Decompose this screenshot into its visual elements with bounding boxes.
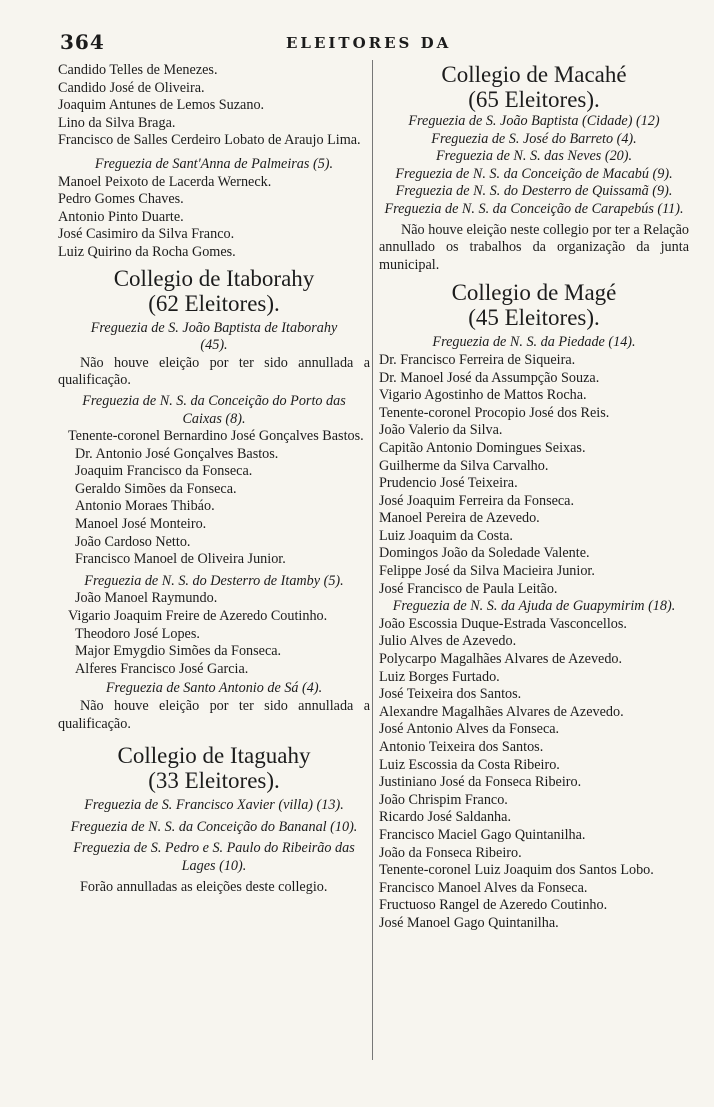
college-count: (33 Eleitores). <box>148 768 280 794</box>
name-line: Alexandre Magalhães Alvares de Azevedo. <box>379 703 624 720</box>
parish-heading: Freguezia de N. S. do Desterro de Itamby (5). <box>84 572 344 589</box>
name-line: Julio Alves de Azevedo. <box>379 633 517 650</box>
name-line: Pedro Gomes Chaves. <box>58 191 184 208</box>
name-line: Candido Telles de Menezes. <box>58 62 218 78</box>
name-line: Joaquim Francisco da Fonseca. <box>75 463 253 480</box>
name-line: Guilherme da Silva Carvalho. <box>379 457 549 474</box>
college-title: Collegio de Macahé <box>441 62 627 87</box>
parish-heading: Freguezia de Santo Antonio de Sá (4). <box>105 680 323 697</box>
parish-heading: Freguezia de N. S. da Conceição do Bananal (10). <box>70 818 358 835</box>
note-paragraph: Não houve eleição neste collegio por ter a Relação annullado os trabalhos da organização da junta municipal. <box>379 221 689 273</box>
name-line: José Teixeira dos Santos. <box>379 686 522 703</box>
name-line: Antonio Teixeira dos Santos. <box>379 739 544 755</box>
college-title: Collegio de Itaguahy <box>117 743 311 769</box>
page-number: 364 <box>60 30 105 54</box>
note-paragraph: Forão annulladas as eleições deste collegio. <box>80 878 328 895</box>
note-paragraph: Não houve eleição por ter sido annullada a qualificação. <box>58 698 370 732</box>
name-line: Francisco Manoel de Oliveira Junior. <box>75 551 286 568</box>
name-line: Polycarpo Magalhães Alvares de Azevedo. <box>379 651 623 668</box>
name-line: Luiz Joaquim da Costa. <box>379 527 513 544</box>
name-line: Manoel Peixoto de Lacerda Werneck. <box>58 173 272 190</box>
running-head: ELEITORES DA <box>286 34 452 52</box>
name-line: José Antonio Alves da Fonseca. <box>379 721 560 738</box>
parish-heading: Freguezia de N. S. das Neves (20). <box>435 148 633 165</box>
name-line: Prudencio José Teixeira. <box>379 475 518 492</box>
parish-heading: Freguezia de S. João Baptista de Itaborahy (45). <box>90 319 338 354</box>
college-title: Collegio de Magé <box>451 280 617 306</box>
name-line: Dr. Francisco Ferreira de Siqueira. <box>379 351 576 368</box>
name-line: Ricardo José Saldanha. <box>379 809 511 826</box>
name-line: José Francisco de Paula Leitão. <box>379 580 558 597</box>
name-line: João Cardoso Netto. <box>75 533 191 550</box>
left-column <box>58 62 370 896</box>
name-line: João Valerio da Silva. <box>379 422 503 439</box>
parish-heading: Freguezia de N. S. da Conceição de Macabú (9). <box>395 165 673 182</box>
name-line: Theodoro José Lopes. <box>75 625 200 642</box>
name-line: Vigario Agostinho de Mattos Rocha. <box>379 387 587 404</box>
parish-heading: Freguezia de S. José do Barreto (4). <box>431 130 637 147</box>
name-line: Manoel Pereira de Azevedo. <box>379 510 540 527</box>
name-line: João da Fonseca Ribeiro. <box>379 844 522 861</box>
name-line: Luiz Escossia da Costa Ribeiro. <box>379 756 560 773</box>
parish-heading: Freguezia de S. João Baptista (Cidade) (12) <box>408 113 660 129</box>
name-line: José Joaquim Ferreira da Fonseca. <box>379 492 575 509</box>
college-count: (65 Eleitores). <box>468 87 600 112</box>
name-line: João Escossia Duque-Estrada Vasconcellos. <box>379 615 627 632</box>
name-line: Alferes Francisco José Garcia. <box>75 660 249 677</box>
name-line: Tenente-coronel Bernardino José Gonçalves Bastos. <box>68 428 364 445</box>
name-line: Lino da Silva Braga. <box>58 114 176 131</box>
name-line: Dr. Antonio José Gonçalves Bastos. <box>75 445 279 462</box>
parish-heading: Freguezia de N. S. da Conceição de Carapebús (11). <box>384 200 684 217</box>
parish-heading: Freguezia de N. S. da Piedade (14). <box>432 334 636 351</box>
name-line: Fructuoso Rangel de Azeredo Coutinho. <box>379 897 608 914</box>
name-line: Vigario Joaquim Freire de Azeredo Coutinho. <box>68 608 328 625</box>
name-line: Antonio Pinto Duarte. <box>58 208 184 225</box>
name-line: Francisco Manoel Alves da Fonseca. <box>379 879 588 896</box>
name-line: Dr. Manoel José da Assumpção Souza. <box>379 369 600 386</box>
name-line: João Manoel Raymundo. <box>75 590 218 607</box>
parish-heading: Freguezia de S. Francisco Xavier (villa) (13). <box>84 797 344 814</box>
name-line: Geraldo Simões da Fonseca. <box>75 480 237 497</box>
right-column <box>379 62 689 933</box>
name-line: Antonio Moraes Thibáo. <box>75 498 215 515</box>
parish-heading: Freguezia de Sant'Anna de Palmeiras (5). <box>94 155 334 172</box>
name-line: Manoel José Monteiro. <box>75 516 207 533</box>
name-line: João Chrispim Franco. <box>379 791 508 808</box>
parish-heading: Freguezia de N. S. do Desterro de Quissamã (9). <box>395 183 673 200</box>
parish-heading: Freguezia de N. S. da Conceição do Porto das Caixas (8). <box>82 392 346 427</box>
name-line: José Casimiro da Silva Franco. <box>58 226 235 243</box>
college-count: (62 Eleitores). <box>148 290 280 316</box>
name-line: Tenente-coronel Procopio José dos Reis. <box>379 404 610 421</box>
name-line: Tenente-coronel Luiz Joaquim dos Santos Lobo. <box>379 862 654 879</box>
name-line: Felippe José da Silva Macieira Junior. <box>379 563 595 580</box>
name-line: Candido José de Oliveira. <box>58 79 205 96</box>
name-line: José Manoel Gago Quintanilha. <box>379 914 559 931</box>
name-line: Domingos João da Soledade Valente. <box>379 545 590 562</box>
name-line: Luiz Quirino da Rocha Gomes. <box>58 243 236 260</box>
note-paragraph: Não houve eleição por ter sido annullada a qualificação. <box>58 354 370 389</box>
name-line: Major Emygdio Simões da Fonseca. <box>75 643 282 660</box>
name-line: Francisco Maciel Gago Quintanilha. <box>379 826 586 843</box>
college-count: (45 Eleitores). <box>468 305 600 331</box>
name-line: Justiniano José da Fonseca Ribeiro. <box>379 774 582 791</box>
name-line: Francisco de Salles Cerdeiro Lobato de Araujo Lima. <box>58 132 361 149</box>
parish-heading: Freguezia de S. Pedro e S. Paulo do Ribeirão das Lages (10). <box>73 840 355 874</box>
name-line: Joaquim Antunes de Lemos Suzano. <box>58 97 265 114</box>
parish-heading: Freguezia de N. S. da Ajuda de Guapymirim (18). <box>392 598 676 615</box>
name-line: Luiz Borges Furtado. <box>379 668 500 685</box>
column-divider <box>372 60 373 1060</box>
name-line: Capitão Antonio Domingues Seixas. <box>379 439 586 456</box>
college-title: Collegio de Itaborahy <box>113 265 315 291</box>
